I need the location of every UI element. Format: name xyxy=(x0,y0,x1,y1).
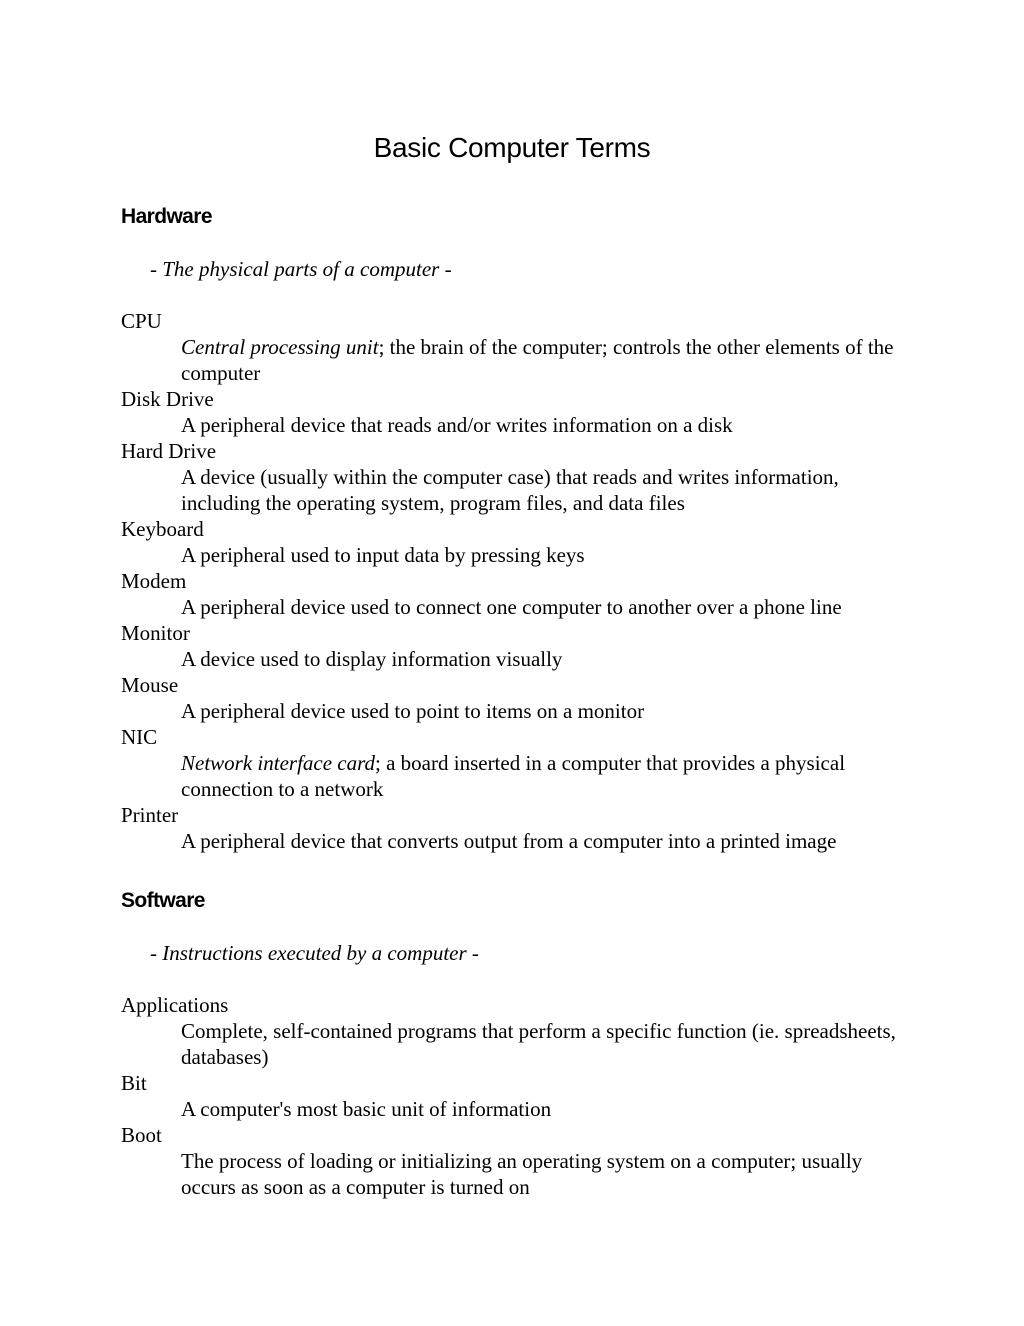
term: NIC xyxy=(121,725,158,749)
term: Printer xyxy=(121,803,179,827)
term: Mouse xyxy=(121,673,179,697)
definition xyxy=(181,646,911,672)
term: Modem xyxy=(121,569,187,593)
definition xyxy=(181,1096,911,1122)
definition xyxy=(181,542,911,568)
definition xyxy=(181,1148,911,1200)
definition-emphasis: Central processing unit xyxy=(181,335,379,359)
definition xyxy=(181,464,911,516)
section-subtitle-hardware xyxy=(150,256,452,282)
definition xyxy=(181,594,911,620)
subtitle-prefix: - xyxy=(150,941,163,965)
section-heading-software: Software xyxy=(121,889,205,912)
definition-text: A peripheral device that reads and/or writes information on a disk xyxy=(181,413,733,437)
definition-emphasis: Network interface card xyxy=(181,751,376,775)
definition-text: A peripheral device used to connect one computer to another over a phone line xyxy=(181,595,842,619)
term-list-software xyxy=(121,992,911,1200)
term: Bit xyxy=(121,1071,147,1095)
definition-text: Complete, self-contained programs that perform a specific function (ie. spreadsheets, databases) xyxy=(181,1019,896,1069)
term: Boot xyxy=(121,1123,162,1147)
definition xyxy=(181,828,911,854)
term: Hard Drive xyxy=(121,439,217,463)
term: Disk Drive xyxy=(121,387,214,411)
definition xyxy=(181,334,911,386)
definition xyxy=(181,698,911,724)
subtitle-suffix: - xyxy=(439,257,452,281)
definition-text: ; a board inserted in a computer that provides a physical connection to a network xyxy=(181,751,846,801)
definition xyxy=(181,1018,911,1070)
term: Monitor xyxy=(121,621,190,645)
term: CPU xyxy=(121,309,162,333)
definition-text: A device used to display information visually xyxy=(181,647,563,671)
term: Keyboard xyxy=(121,517,204,541)
section-heading-hardware: Hardware xyxy=(121,205,212,228)
term: Applications xyxy=(121,993,229,1017)
definition xyxy=(181,750,911,802)
section-subtitle-software xyxy=(150,940,479,966)
definition-text: A peripheral device that converts output from a computer into a printed image xyxy=(181,829,837,853)
subtitle-text: The physical parts of a computer xyxy=(162,257,440,281)
definition-text: A peripheral device used to point to items on a monitor xyxy=(181,699,645,723)
term-list-hardware xyxy=(121,308,911,854)
definition-text: ; the brain of the computer; controls the other elements of the computer xyxy=(181,335,894,385)
subtitle-text: Instructions executed by a computer xyxy=(162,941,467,965)
definition-text: A peripheral used to input data by pressing keys xyxy=(181,543,585,567)
subtitle-prefix: - xyxy=(150,257,163,281)
page-title: Basic Computer Terms xyxy=(373,132,651,163)
definition-text: The process of loading or initializing an operating system on a computer; usually occurs as soon as a computer is turned on xyxy=(181,1149,863,1199)
definition-text: A computer's most basic unit of information xyxy=(181,1097,552,1121)
definition xyxy=(181,412,911,438)
subtitle-suffix: - xyxy=(466,941,479,965)
definition-text: A device (usually within the computer case) that reads and writes information, including the operating system, program files, and data files xyxy=(181,465,839,515)
